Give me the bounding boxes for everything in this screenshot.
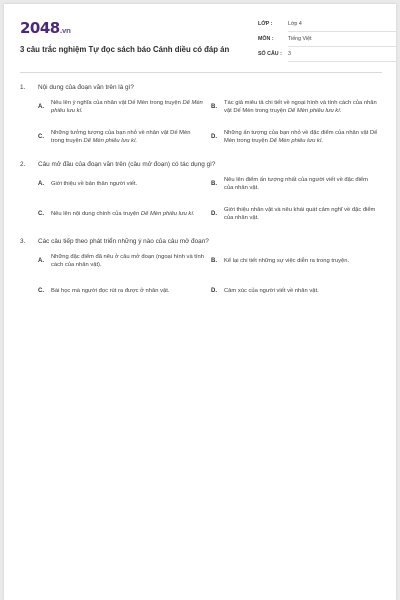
answer-text xyxy=(224,129,384,145)
answer-text-italic: Dế Mèn phiêu lưu kí. xyxy=(51,99,203,114)
document-title: 3 câu trắc nghiệm Tự đọc sách báo Cánh diều có đáp án xyxy=(20,45,230,54)
document-header xyxy=(20,14,382,73)
answer-letter: B. xyxy=(211,103,217,110)
meta-row-count xyxy=(258,49,398,64)
meta-row-grade xyxy=(258,19,398,34)
answer-text-plain: Những ấn tượng của bạn nhỏ về đặc điểm của nhân vật Dế Mèn trong truyện xyxy=(224,129,378,144)
answer-option-d[interactable] xyxy=(211,278,384,304)
answer-text-plain: Cảm xúc của người viết về nhân vật. xyxy=(224,287,319,294)
answer-text-plain: Những tưởng tượng của bạn nhỏ về nhân vật Dế Mèn trong truyện xyxy=(51,129,191,144)
meta-label: LỚP : xyxy=(258,21,273,27)
answer-letter: A. xyxy=(38,180,44,187)
answer-option-b[interactable] xyxy=(211,94,384,120)
answer-row xyxy=(38,124,384,150)
answer-letter: B. xyxy=(211,257,217,264)
answer-text-italic: Dế Mèn phiêu lưu kí. xyxy=(269,138,324,144)
answer-text-italic: Dế Mèn phiêu lưu kí. xyxy=(83,138,138,144)
answer-text-plain: Giới thiệu nhân vật và nêu khái quát cảm nghĩ về đặc điểm của nhân vật. xyxy=(224,206,376,221)
answer-option-a[interactable] xyxy=(38,248,211,274)
answer-text-italic: Dế Mèn phiêu lưu kí. xyxy=(140,210,195,217)
answer-option-c[interactable] xyxy=(38,124,211,150)
answer-text xyxy=(51,99,211,115)
document-page xyxy=(4,4,396,600)
answer-options xyxy=(38,248,384,304)
answer-letter: A. xyxy=(38,103,44,110)
answer-row xyxy=(38,201,384,227)
answer-letter: C. xyxy=(38,133,44,140)
question-text xyxy=(20,236,384,248)
answer-option-a[interactable] xyxy=(38,171,211,197)
answer-text-plain: Kể lại chi tiết những sự việc diễn ra trong truyện. xyxy=(224,257,350,264)
answer-option-c[interactable] xyxy=(38,201,211,227)
question-2 xyxy=(20,159,384,227)
question-list xyxy=(20,82,384,313)
logo-main: 2048 xyxy=(20,19,60,37)
question-prompt: Các câu tiếp theo phát triển những ý nào của câu mở đoạn? xyxy=(38,238,209,245)
answer-option-c[interactable] xyxy=(38,278,211,304)
answer-text xyxy=(51,129,211,145)
meta-value: Tiếng Việt xyxy=(288,36,398,47)
meta-label: MÔN : xyxy=(258,36,274,42)
answer-option-a[interactable] xyxy=(38,94,211,120)
answer-text xyxy=(224,287,325,295)
question-text xyxy=(20,82,384,94)
question-number: 3. xyxy=(20,238,26,245)
answer-letter: C. xyxy=(38,210,44,217)
question-prompt: Câu mở đầu của đoạn văn trên (câu mở đoạn) có tác dụng gì? xyxy=(38,161,216,168)
answer-option-d[interactable] xyxy=(211,201,384,227)
question-number: 1. xyxy=(20,84,26,91)
answer-option-d[interactable] xyxy=(211,124,384,150)
answer-row xyxy=(38,171,384,197)
answer-text xyxy=(224,99,384,115)
answer-text xyxy=(51,287,175,295)
meta-label: SỐ CÂU : xyxy=(258,51,282,57)
answer-text xyxy=(224,176,384,192)
question-text xyxy=(20,159,384,171)
answer-text-plain: Bài học mà người đọc rút ra được ở nhân vật. xyxy=(51,287,170,294)
question-number: 2. xyxy=(20,161,26,168)
question-prompt: Nội dung của đoạn văn trên là gì? xyxy=(38,84,134,91)
answer-text xyxy=(51,253,211,269)
question-3 xyxy=(20,236,384,304)
answer-letter: A. xyxy=(38,257,44,264)
answer-text xyxy=(224,257,355,265)
answer-text-plain: Tác giả miêu tả chi tiết về ngoại hình và tính cách của nhân vật Dế Mèn trong truyện xyxy=(224,99,377,114)
question-1 xyxy=(20,82,384,150)
answer-letter: D. xyxy=(211,210,217,217)
answer-option-b[interactable] xyxy=(211,248,384,274)
answer-letter: D. xyxy=(211,287,217,294)
document-meta xyxy=(258,19,398,64)
answer-letter: C. xyxy=(38,287,44,294)
logo-tld: .vn xyxy=(59,27,71,35)
answer-text xyxy=(224,206,384,222)
answer-options xyxy=(38,171,384,227)
answer-text xyxy=(51,210,201,218)
meta-value: 3 xyxy=(288,51,398,62)
answer-text-plain: Nêu lên điểm ấn tượng nhất của người viết về đặc điểm của nhân vật. xyxy=(224,176,368,191)
answer-text-plain: Những đặc điểm đã nêu ở câu mở đoạn (ngoại hình và tính cách của nhân vật). xyxy=(51,253,204,268)
answer-row xyxy=(38,248,384,274)
meta-value: Lớp 4 xyxy=(288,21,398,32)
answer-options xyxy=(38,94,384,150)
answer-text-plain: Giới thiệu về bản thân người viết. xyxy=(51,180,138,187)
answer-row xyxy=(38,94,384,120)
answer-option-b[interactable] xyxy=(211,171,384,197)
answer-letter: D. xyxy=(211,133,217,140)
answer-text xyxy=(51,180,143,188)
answer-row xyxy=(38,278,384,304)
site-logo[interactable] xyxy=(20,19,70,37)
answer-text-italic: Dế Mèn phiêu lưu kí. xyxy=(287,108,342,114)
answer-text-plain: Nêu lên nội dung chính của truyện xyxy=(51,210,141,217)
meta-row-subject xyxy=(258,34,398,49)
answer-letter: B. xyxy=(211,180,217,187)
answer-text-plain: Nêu lên ý nghĩa của nhân vật Dế Mèn trong truyện xyxy=(51,99,183,106)
